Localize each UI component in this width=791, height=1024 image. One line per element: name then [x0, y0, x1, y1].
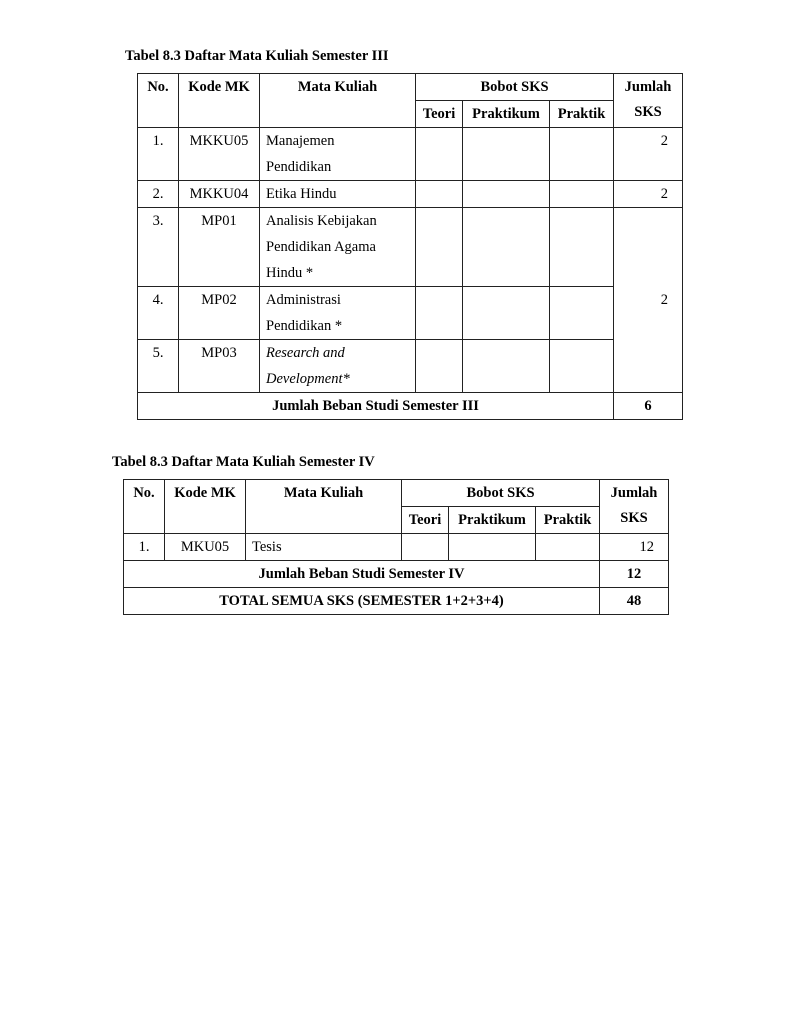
table-row: [138, 181, 683, 208]
cell-praktikum: [463, 128, 550, 181]
cell-no: 1.: [138, 128, 179, 181]
table-row: [138, 287, 683, 340]
table4: [123, 479, 669, 615]
cell-praktikum: [463, 181, 550, 208]
cell-kode: MKKU04: [179, 181, 260, 208]
header-praktik: Praktik: [550, 101, 614, 128]
header-bobot-sks: Bobot SKS: [402, 480, 600, 507]
header-mata-kuliah: Mata Kuliah: [260, 74, 416, 128]
header-kode-mk: Kode MK: [165, 480, 246, 534]
mata-line: Research and: [266, 345, 345, 361]
cell-no: 2.: [138, 181, 179, 208]
cell-kode: MP02: [179, 287, 260, 340]
mata-line: Pendidikan: [266, 159, 332, 175]
cell-no: 4.: [138, 287, 179, 340]
header-teori: Teori: [402, 507, 449, 534]
cell-praktik: [550, 287, 614, 340]
table3: [137, 73, 683, 420]
cell-praktikum: [463, 340, 550, 393]
cell-no: 5.: [138, 340, 179, 393]
cell-kode: MKU05: [165, 534, 246, 561]
header-jumlah-line1: Jumlah: [624, 79, 672, 95]
cell-mata-kuliah: [260, 128, 416, 181]
cell-praktik: [550, 181, 614, 208]
cell-sks-merged: 2: [614, 208, 683, 393]
mata-line: Pendidikan *: [266, 318, 343, 334]
mata-line: Administrasi: [266, 292, 341, 308]
total-row: [124, 561, 669, 588]
mata-line: Pendidikan Agama: [266, 239, 376, 255]
cell-mata-kuliah: Etika Hindu: [260, 181, 416, 208]
table-row: [124, 534, 669, 561]
cell-mata-kuliah: [260, 287, 416, 340]
total-value: 12: [600, 561, 669, 588]
header-no: No.: [124, 480, 165, 534]
header-jumlah-line2: SKS: [634, 104, 662, 120]
cell-no: 3.: [138, 208, 179, 287]
header-jumlah-line1: Jumlah: [610, 485, 658, 501]
mata-line: Development*: [266, 371, 350, 387]
table-row: [138, 128, 683, 181]
cell-praktikum: [463, 208, 550, 287]
cell-teori: [402, 534, 449, 561]
cell-teori: [416, 208, 463, 287]
cell-mata-kuliah: Tesis: [246, 534, 402, 561]
cell-kode: MKKU05: [179, 128, 260, 181]
header-praktikum: Praktikum: [449, 507, 536, 534]
total-label: Jumlah Beban Studi Semester IV: [124, 561, 600, 588]
header-teori: Teori: [416, 101, 463, 128]
table-row: [138, 208, 683, 287]
cell-praktik: [550, 128, 614, 181]
total-label: Jumlah Beban Studi Semester III: [138, 393, 614, 420]
header-praktik: Praktik: [536, 507, 600, 534]
cell-mata-kuliah: [260, 208, 416, 287]
cell-teori: [416, 128, 463, 181]
total-row: [138, 393, 683, 420]
cell-kode: MP01: [179, 208, 260, 287]
cell-praktik: [550, 208, 614, 287]
header-bobot-sks: Bobot SKS: [416, 74, 614, 101]
header-no: No.: [138, 74, 179, 128]
table3-caption: Tabel 8.3 Daftar Mata Kuliah Semester III: [125, 48, 389, 64]
cell-kode: MP03: [179, 340, 260, 393]
cell-teori: [416, 340, 463, 393]
table4-caption: Tabel 8.3 Daftar Mata Kuliah Semester IV: [112, 454, 375, 470]
cell-sks: 2: [614, 181, 683, 208]
cell-no: 1.: [124, 534, 165, 561]
mata-line: Manajemen: [266, 133, 335, 149]
cell-praktikum: [449, 534, 536, 561]
grand-total-label: TOTAL SEMUA SKS (SEMESTER 1+2+3+4): [124, 588, 600, 615]
cell-teori: [416, 181, 463, 208]
cell-mata-kuliah: [260, 340, 416, 393]
header-jumlah-sks: [614, 74, 683, 128]
grand-total-value: 48: [600, 588, 669, 615]
cell-teori: [416, 287, 463, 340]
cell-praktik: [536, 534, 600, 561]
cell-sks: 12: [600, 534, 669, 561]
header-mata-kuliah: Mata Kuliah: [246, 480, 402, 534]
header-jumlah-sks: [600, 480, 669, 534]
header-kode-mk: Kode MK: [179, 74, 260, 128]
table-row: [138, 340, 683, 393]
mata-line: Hindu *: [266, 265, 314, 281]
grand-total-row: [124, 588, 669, 615]
header-jumlah-line2: SKS: [620, 510, 648, 526]
total-value: 6: [614, 393, 683, 420]
header-praktikum: Praktikum: [463, 101, 550, 128]
cell-praktikum: [463, 287, 550, 340]
mata-line: Analisis Kebijakan: [266, 213, 377, 229]
cell-praktik: [550, 340, 614, 393]
cell-sks: 2: [614, 128, 683, 181]
